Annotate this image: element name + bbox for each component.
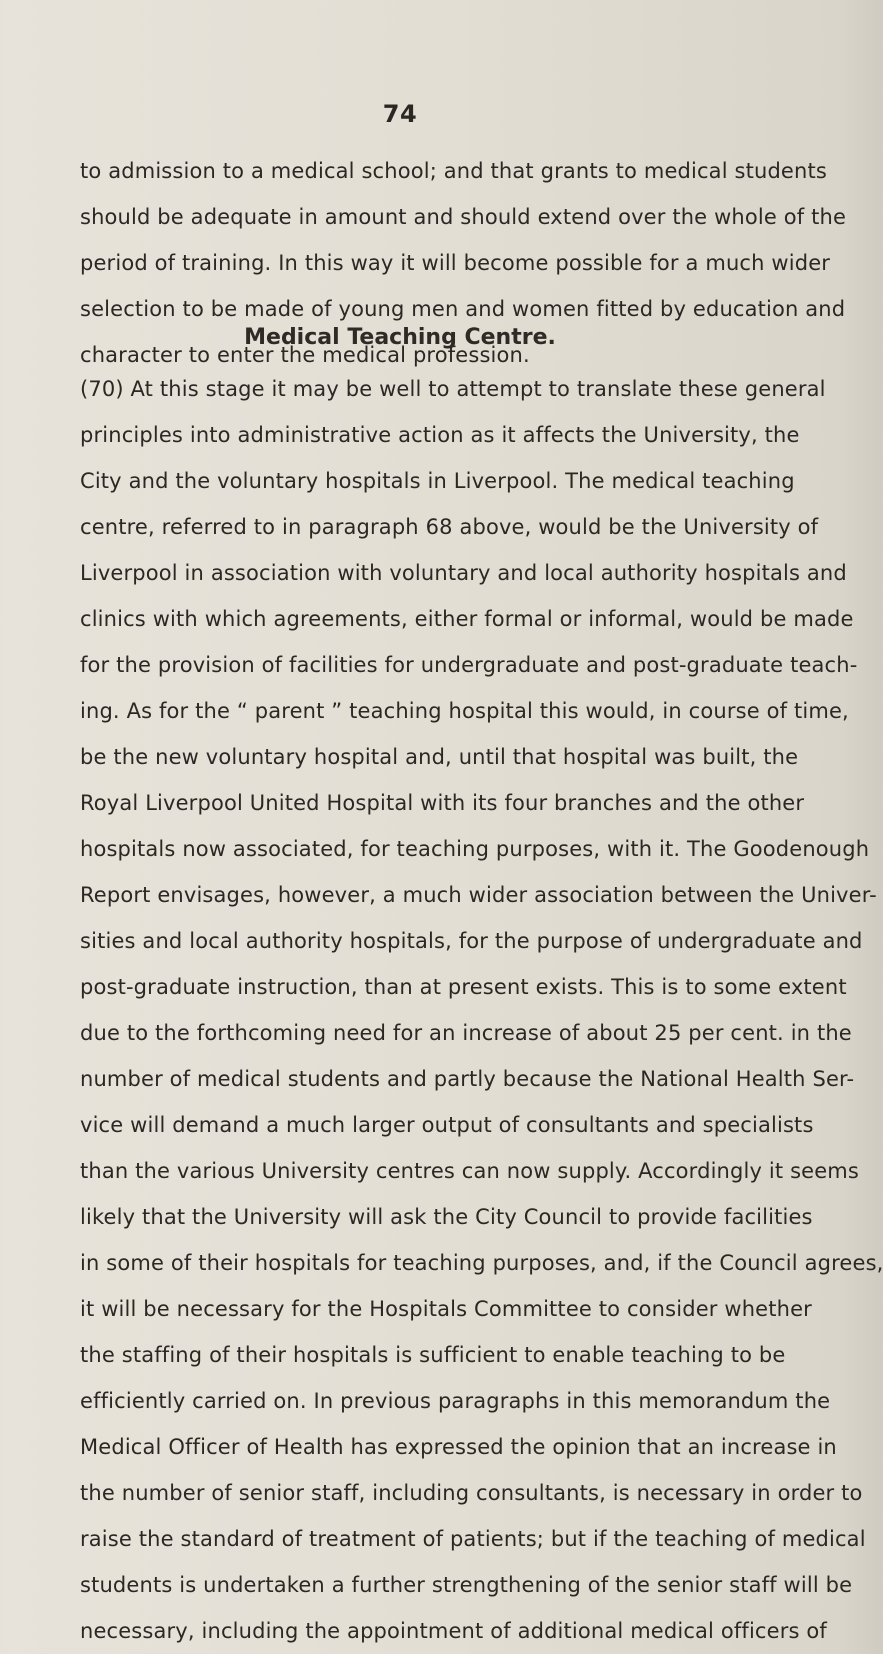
page-number: 74 [382, 100, 418, 128]
text-line: efficiently carried on. In previous paragraphs in this memorandum the [80, 1389, 831, 1413]
text-line: raise the standard of treatment of patients; but if the teaching of medical [80, 1527, 866, 1551]
text-line: hospitals now associated, for teaching purposes, with it. The Goodenough [80, 837, 870, 861]
text-line: (70) At this stage it may be well to attempt to translate these general [80, 377, 826, 401]
text-line: necessary, including the appointment of additional medical officers of [80, 1619, 827, 1643]
text-line: ing. As for the “ parent ” teaching hospital this would, in course of time, [80, 699, 849, 723]
text-line: Report envisages, however, a much wider association between the Univer- [80, 883, 877, 907]
text-line: it will be necessary for the Hospitals Committee to consider whether [80, 1297, 812, 1321]
text-line: the staffing of their hospitals is sufficient to enable teaching to be [80, 1343, 786, 1367]
section-heading: Medical Teaching Centre. [244, 325, 556, 350]
text-line: centre, referred to in paragraph 68 above, would be the University of [80, 515, 819, 539]
text-line: due to the forthcoming need for an increase of about 25 per cent. in the [80, 1021, 852, 1045]
text-line: students is undertaken a further strengthening of the senior staff will be [80, 1573, 853, 1597]
text-line: selection to be made of young men and women fitted by education and [80, 297, 846, 321]
text-line: period of training. In this way it will become possible for a much wider [80, 251, 831, 275]
text-line: vice will demand a much larger output of consultants and specialists [80, 1113, 814, 1137]
text-line: the number of senior staff, including consultants, is necessary in order to [80, 1481, 863, 1505]
paragraph-2 [80, 366, 883, 1654]
text-line: clinics with which agreements, either formal or informal, would be made [80, 607, 854, 631]
text-line: for the provision of facilities for undergraduate and post-graduate teach- [80, 653, 858, 677]
text-line: Medical Officer of Health has expressed the opinion that an increase in [80, 1435, 837, 1459]
text-line: likely that the University will ask the City Council to provide facilities [80, 1205, 813, 1229]
text-line: Liverpool in association with voluntary and local authority hospitals and [80, 561, 847, 585]
text-line: character to enter the medical profession. [80, 343, 530, 367]
text-line: to admission to a medical school; and that grants to medical students [80, 159, 827, 183]
text-line: Royal Liverpool United Hospital with its four branches and the other [80, 791, 805, 815]
text-line: principles into administrative action as it affects the University, the [80, 423, 800, 447]
text-line: City and the voluntary hospitals in Liverpool. The medical teaching [80, 469, 795, 493]
text-line: in some of their hospitals for teaching purposes, and, if the Council agrees, [80, 1251, 883, 1275]
text-line: sities and local authority hospitals, for the purpose of undergraduate and [80, 929, 863, 953]
text-line: than the various University centres can now supply. Accordingly it seems [80, 1159, 860, 1183]
text-line: should be adequate in amount and should extend over the whole of the [80, 205, 847, 229]
text-line: post-graduate instruction, than at present exists. This is to some extent [80, 975, 847, 999]
text-line: number of medical students and partly because the National Health Ser- [80, 1067, 855, 1091]
text-line: be the new voluntary hospital and, until that hospital was built, the [80, 745, 799, 769]
